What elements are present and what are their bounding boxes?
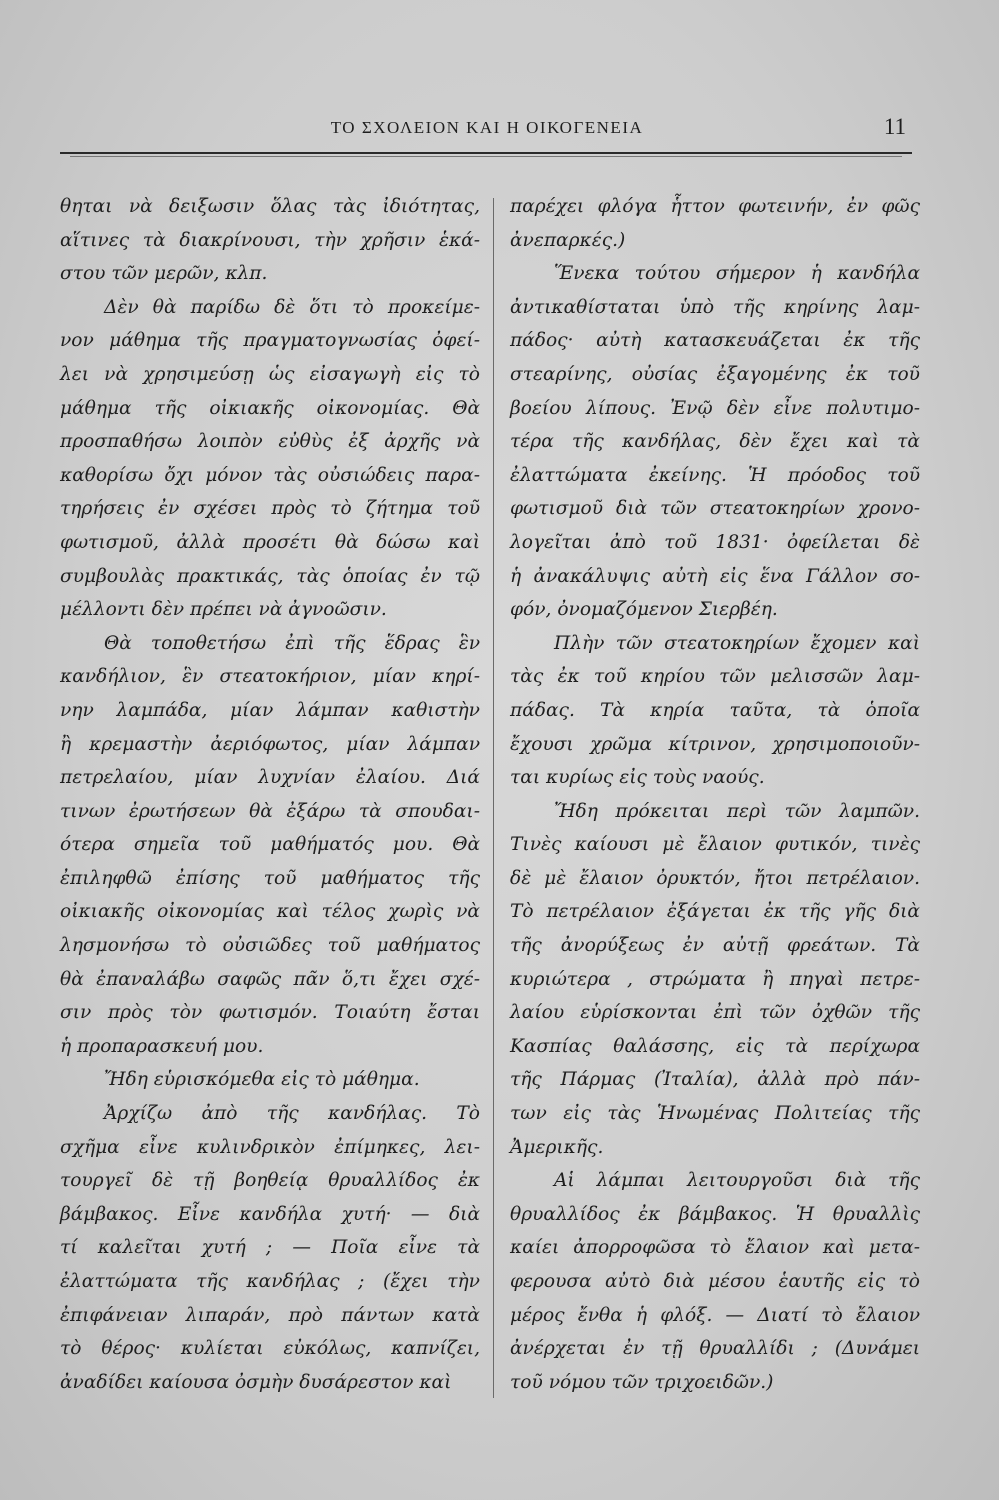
right-column-line: πάδος· αὐτὴ κατασκευάζεται ἐκ τῆς [510,330,920,352]
left-column-line: πετρελαίου, μίαν λυχνίαν ἐλαίου. Διά [60,767,480,789]
left-column-line: τὸ θέρος· κυλίεται εὐκόλως, καπνίζει, [60,1338,480,1360]
right-column-line: φωτισμοῦ διὰ τῶν στεατοκηρίων χρονο- [510,498,920,520]
left-column-line: τί καλεῖται χυτή ; — Ποῖα εἶνε τὰ [60,1237,480,1259]
left-column-line: ἐλαττώματα τῆς κανδήλας ; (ἔχει τὴν [60,1271,480,1292]
left-column-line: Ἀρχίζω ἀπὸ τῆς κανδήλας. Τὸ [104,1103,480,1125]
right-column-line: τὰς ἐκ τοῦ κηρίου τῶν μελισσῶν λαμ- [510,666,920,688]
right-column-line: Αἱ λάμπαι λειτουργοῦσι διὰ τῆς [554,1170,920,1192]
right-column-line: ται κυρίως εἰς τοὺς ναούς. [510,767,765,789]
left-column-line: ἡ προπαρασκευή μου. [60,1035,264,1057]
right-column-line: λογεῖται ἀπὸ τοῦ 1831· ὀφείλεται δὲ [510,531,920,553]
left-column-line: κανδήλιον, ἓν στεατοκήριον, μίαν κηρί- [60,666,480,688]
left-column-line: νην λαμπάδα, μίαν λάμπαν καθιστὴν [60,699,480,721]
right-column-line: ἀνέρχεται ἐν τῇ θρυαλλίδι ; (Δυνάμει [510,1338,920,1360]
right-column-line: καίει ἀπορροφῶσα τὸ ἔλαιον καὶ μετα- [510,1237,920,1259]
right-column-line: δὲ μὲ ἔλαιον ὀρυκτόν, ἤτοι πετρέλαιον. [510,867,920,889]
left-column-line: αἵτινες τὰ διακρίνουσι, τὴν χρῆσιν ἑκά- [60,229,480,251]
left-column-line: θηται νὰ δειξωσιν ὅλας τὰς ἰδιότητας, [60,196,480,217]
header-rule [60,152,912,154]
left-column-line: ότερα σημεῖα τοῦ μαθήματός μου. Θὰ [60,834,480,856]
right-column-line: φερουσα αὐτὸ διὰ μέσου ἑαυτῆς εἰς τὸ [510,1271,920,1292]
right-column-line: πάδας. Τὰ κηρία ταῦτα, τὰ ὁποῖα [510,699,920,721]
left-column-line: Θὰ τοποθετήσω ἐπὶ τῆς ἕδρας ἓν [104,632,480,654]
column-divider [493,198,494,1398]
right-column-line: βοείου λίπους. Ἐνῷ δὲν εἶνε πολυτιμο- [510,397,920,419]
right-column-line: ἀντικαθίσταται ὑπὸ τῆς κηρίνης λαμ- [510,296,920,318]
right-column-line: Ἕνεκα τούτου σήμερον ἡ κανδήλα [554,263,920,285]
right-column-line: τέρα τῆς κανδήλας, δὲν ἔχει καὶ τὰ [510,431,920,453]
right-column-line: κυριώτερα , στρώματα ἢ πηγαὶ πετρε- [510,968,920,990]
left-column-line: μέλλοντι δὲν πρέπει νὰ ἀγνοῶσιν. [60,599,387,621]
left-column-line: ἢ κρεμαστὴν ἀεριόφωτος, μίαν λάμπαν [60,733,480,755]
right-column-line: Τινὲς καίουσι μὲ ἔλαιον φυτικόν, τινὲς [510,834,920,856]
right-column [510,190,920,1399]
right-column-line: παρέχει φλόγα ἧττον φωτεινήν, ἐν φῶς [510,196,920,217]
right-column-line: μέρος ἔνθα ἡ φλόξ. — Διατί τὸ ἔλαιον [510,1304,920,1326]
left-column-line: θὰ ἐπαναλάβω σαφῶς πᾶν ὅ,τι ἔχει σχέ- [60,968,480,990]
right-column-line: ἡ ἀνακάλυψις αὐτὴ εἰς ἕνα Γάλλον σο- [510,565,920,587]
left-column-line: ἐπιληφθῶ ἐπίσης τοῦ μαθήματος τῆς [60,867,480,889]
page-number: 11 [883,114,906,139]
left-column-line: λησμονήσω τὸ οὐσιῶδες τοῦ μαθήματος [60,935,480,957]
right-column-line: τῆς Πάρμας (Ἰταλία), ἀλλὰ πρὸ πάν- [510,1069,920,1091]
right-column-line: Πλὴν τῶν στεατοκηρίων ἔχομεν καὶ [554,632,920,654]
left-column [60,190,480,1399]
right-column-line: ἀνεπαρκές.) [510,229,626,251]
left-column-line: συμβουλὰς πρακτικάς, τὰς ὁποίας ἐν τῷ [60,565,480,587]
right-column-line: Ἤδη πρόκειται περὶ τῶν λαμπῶν. [554,800,920,822]
left-column-line: μάθημα τῆς οἰκιακῆς οἰκονομίας. Θὰ [60,397,480,419]
right-column-line: φόν, ὀνομαζόμενον Σιερβέη. [510,599,778,621]
header-rule-thin [70,156,902,157]
page-header [62,114,912,148]
left-column-line: νον μάθημα τῆς πραγματογνωσίας ὀφεί- [60,330,480,352]
left-column-line: φωτισμοῦ, ἀλλὰ προσέτι θὰ δώσω καὶ [60,531,480,553]
right-column-line: τῆς ἀνορύξεως ἐν αὐτῇ φρεάτων. Τὰ [510,935,920,957]
left-column-line: σχῆμα εἶνε κυλινδρικὸν ἐπίμηκες, λει- [60,1136,480,1158]
left-column-line: Ἤδη εὑρισκόμεθα εἰς τὸ μάθημα. [104,1069,420,1091]
right-column-line: ἔχουσι χρῶμα κίτρινον, χρησιμοποιοῦν- [510,733,920,755]
right-column-line: ἐλαττώματα ἐκείνης. Ἡ πρόοδος τοῦ [510,464,920,486]
left-column-line: λει νὰ χρησιμεύσῃ ὡς εἰσαγωγὴ εἰς τὸ [60,363,480,385]
left-column-line: προσπαθήσω λοιπὸν εὐθὺς ἐξ ἀρχῆς νὰ [60,431,480,453]
right-column-line: τοῦ νόμου τῶν τριχοειδῶν.) [510,1371,774,1393]
left-column-line: τινων ἐρωτήσεων θὰ ἐξάρω τὰ σπουδαι- [60,800,480,822]
right-column-line: Τὸ πετρέλαιον ἐξάγεται ἐκ τῆς γῆς διὰ [510,901,920,923]
right-column-line: των εἰς τὰς Ἡνωμένας Πολιτείας τῆς [510,1103,920,1125]
right-column-line: Κασπίας θαλάσσης, εἰς τὰ περίχωρα [510,1035,920,1057]
left-column-line: στου τῶν μερῶν, κλπ. [60,263,268,285]
right-column-line: στεαρίνης, οὐσίας ἐξαγομένης ἐκ τοῦ [510,363,920,385]
running-title: ΤΟ ΣΧΟΛΕΙΟΝ ΚΑΙ Η ΟΙΚΟΓΕΝΕΙΑ [330,118,644,137]
left-column-line: ἐπιφάνειαν λιπαράν, πρὸ πάντων κατὰ [60,1304,480,1326]
left-column-line: τηρήσεις ἐν σχέσει πρὸς τὸ ζήτημα τοῦ [60,498,480,520]
right-column-line: θρυαλλίδος ἐκ βάμβακος. Ἡ θρυαλλὶς [510,1203,920,1225]
left-column-line: τουργεῖ δὲ τῇ βοηθείᾳ θρυαλλίδος ἐκ [60,1170,480,1192]
left-column-line: ἀναδίδει καίουσα ὀσμὴν δυσάρεστον καὶ [60,1371,452,1393]
right-column-line: Ἀμερικῆς. [510,1136,604,1158]
left-column-line: σιν πρὸς τὸν φωτισμόν. Τοιαύτη ἔσται [60,1002,480,1024]
left-column-line: Δὲν θὰ παρίδω δὲ ὅτι τὸ προκείμε- [104,296,480,318]
left-column-line: βάμβακος. Εἶνε κανδήλα χυτή· — διὰ [60,1203,480,1225]
left-column-line: καθορίσω ὄχι μόνον τὰς οὐσιώδεις παρα- [60,464,480,486]
right-column-line: λαίου εὑρίσκονται ἐπὶ τῶν ὀχθῶν τῆς [510,1002,920,1024]
left-column-line: οἰκιακῆς οἰκονομίας καὶ τέλος χωρὶς νὰ [60,901,480,923]
